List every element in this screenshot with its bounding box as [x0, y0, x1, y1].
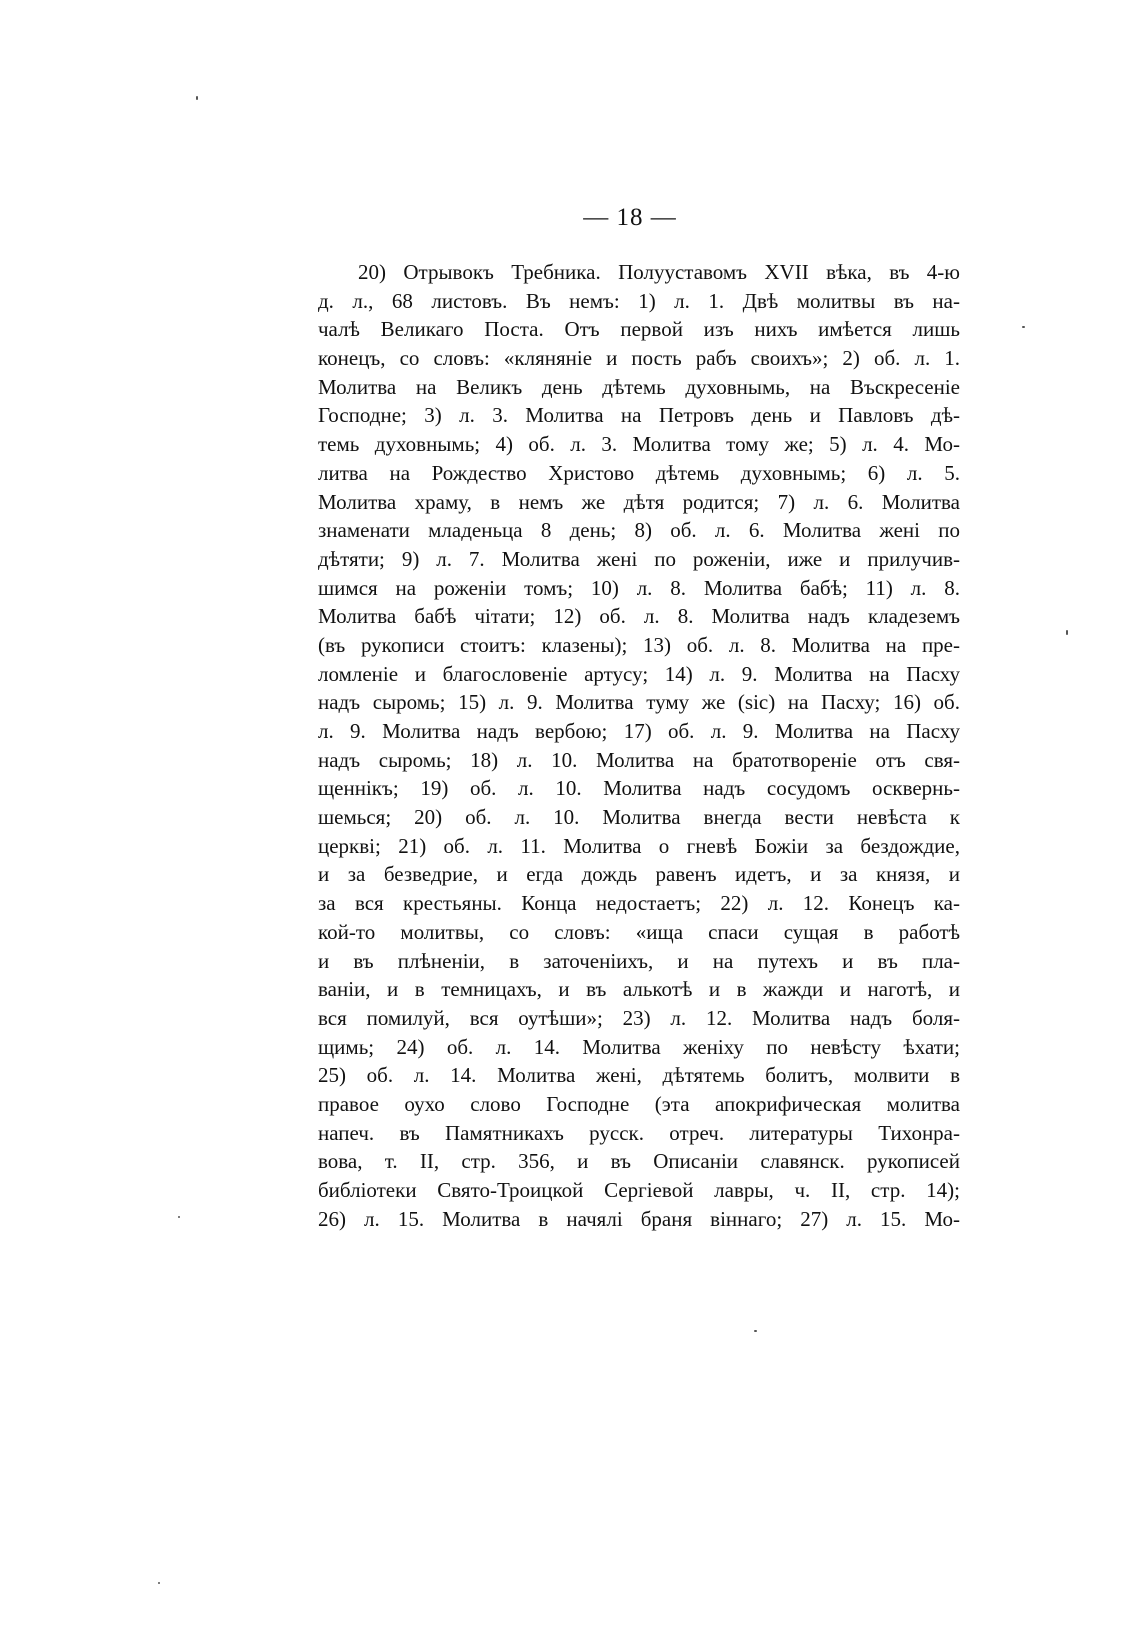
scan-speck [178, 1216, 180, 1218]
text-line: л. 9. Молитва надъ вербою; 17) об. л. 9. Молитва на Пасху [318, 719, 960, 743]
text-line: и въ плѣненіи, в заточеніихъ, и на путехъ и въ пла- [318, 948, 960, 973]
text-line: 26) л. 15. Молитва в начялі браня віннаго; 27) л. 15. Мо- [318, 1206, 960, 1231]
text-line: чалѣ Великаго Поста. Отъ первой изъ нихъ имѣется лишь [318, 317, 960, 342]
text-line: шимся на роженіи томъ; 10) л. 8. Молитва бабѣ; 11) л. 8. [318, 575, 960, 600]
text-line: знаменати младеньца 8 день; 8) об. л. 6. Молитва жені по [318, 518, 960, 543]
text-line: вова, т. II, стр. 356, и въ Описаніи славянск. рукописей [318, 1149, 960, 1174]
scan-speck [1066, 630, 1068, 635]
text-line: Молитва храму, в немъ же дѣтя родится; 7) л. 6. Молитва [318, 489, 960, 514]
text-line: ваніи, и в темницахъ, и въ алькотѣ и в жажди и наготѣ, и [318, 977, 960, 1002]
text-line: дѣтяти; 9) л. 7. Молитва жені по роженіи, иже и прилучив- [318, 546, 960, 571]
text-line: и за безведрие, и егда дождь равенъ идетъ, и за князя, и [318, 862, 960, 887]
text-line: церкві; 21) об. л. 11. Молитва о гневѣ Божіи за бездождие, [318, 833, 960, 858]
text-line: за вся крестьяны. Конца недостаетъ; 22) л. 12. Конецъ ка- [318, 891, 960, 916]
text-line: 25) об. л. 14. Молитва жені, дѣтятемь болитъ, молвити в [318, 1063, 960, 1088]
text-line: вся помилуй, вся оутѣши»; 23) л. 12. Молитва надъ боля- [318, 1005, 960, 1030]
text-line: щимь; 24) об. л. 14. Молитва женіху по невѣсту ѣхати; [318, 1034, 960, 1059]
text-line: напеч. въ Памятникахъ русск. отреч. литературы Тихонра- [318, 1120, 960, 1145]
text-line: темь духовнымь; 4) об. л. 3. Молитва тому же; 5) л. 4. Мо- [318, 432, 960, 457]
text-line: ломленіе и благословеніе артусу; 14) л. 9. Молитва на Пасху [318, 661, 960, 686]
text-line: конецъ, со словъ: «кляняніе и пость рабъ своихъ»; 2) об. л. 1. [318, 346, 960, 371]
text-line: надъ сыромь; 15) л. 9. Молитва туму же (sic) на Пасху; 16) об. [318, 690, 960, 715]
page-number: — 18 — [583, 204, 677, 231]
text-line: 20) Отрывокъ Требника. Полууставомъ XVII вѣка, въ 4-ю [358, 260, 960, 284]
text-line: Господне; 3) л. 3. Молитва на Петровъ день и Павловъ дѣ- [318, 403, 960, 428]
text-line: шемься; 20) об. л. 10. Молитва внегда вести невѣста к [318, 805, 960, 830]
text-line: Молитва бабѣ чітати; 12) об. л. 8. Молитва надъ кладеземъ [318, 604, 960, 629]
text-line: щеннікъ; 19) об. л. 10. Молитва надъ сосудомъ осквернь- [318, 776, 960, 801]
text-line: кой-то молитвы, со словъ: «ища спаси сущая в работѣ [318, 919, 960, 944]
text-line: правое оухо слово Господне (эта апокрифическая молитва [318, 1091, 960, 1116]
body-text [318, 258, 960, 1233]
text-line: надъ сыромь; 18) л. 10. Молитва на братотвореніе отъ свя- [318, 747, 960, 772]
text-line: литва на Рождество Христово дѣтемь духовнымь; 6) л. 5. [318, 460, 960, 485]
scan-speck [196, 96, 198, 100]
text-line: д. л., 68 листовъ. Въ немъ: 1) л. 1. Двѣ молитвы въ на- [318, 288, 960, 313]
scan-speck [1022, 326, 1025, 328]
text-line: Молитва на Великъ день дѣтемь духовнымь, на Въскресеніе [318, 374, 960, 399]
scan-speck [754, 1330, 757, 1332]
text-line: библіотеки Свято-Троицкой Сергіевой лавры, ч. II, стр. 14); [318, 1178, 960, 1202]
text-line: (въ рукописи стоитъ: клазены); 13) об. л. 8. Молитва на пре- [318, 632, 960, 657]
scan-speck [158, 1582, 160, 1584]
